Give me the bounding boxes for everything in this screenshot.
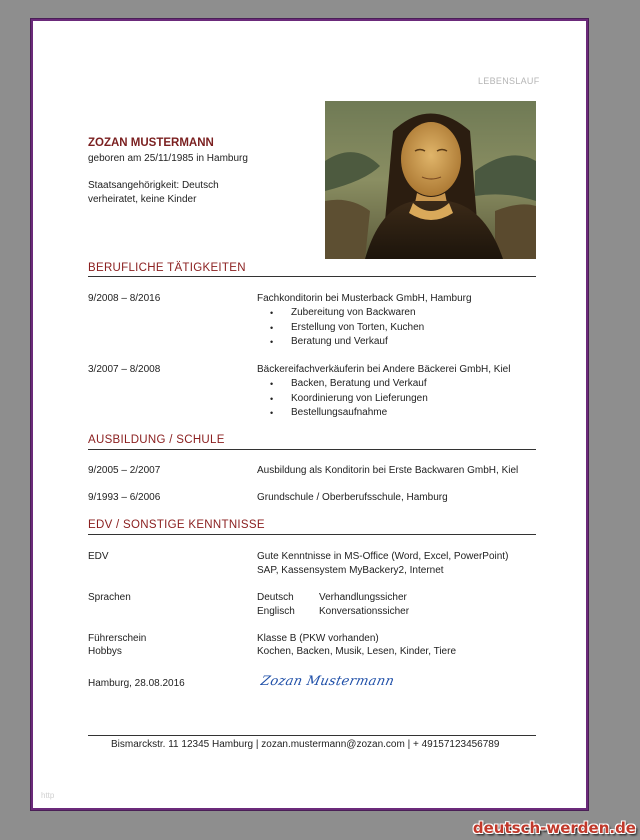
education-title: Ausbildung als Konditorin bei Erste Backwaren GmbH, Kiel	[257, 465, 519, 476]
work-task: • Koordinierung von Lieferungen	[257, 392, 510, 407]
work-tasks	[257, 377, 510, 421]
section-title-work: BERUFLICHE TÄTIGKEITEN	[88, 262, 246, 274]
section-divider	[88, 534, 536, 535]
hobbies-value: Kochen, Backen, Musik, Lesen, Kinder, Tiere	[257, 646, 456, 657]
section-title-education: AUSBILDUNG / SCHULE	[88, 434, 225, 446]
language-level: Verhandlungssicher	[319, 592, 407, 603]
work-title: Fachkonditorin bei Musterback GmbH, Hamburg	[257, 293, 472, 304]
education-period: 9/1993 – 6/2006	[88, 492, 161, 503]
work-tasks	[257, 306, 472, 350]
work-period: 9/2008 – 8/2016	[88, 293, 161, 304]
portrait-photo	[325, 101, 536, 259]
nationality-info: Staatsangehörigkeit: Deutsch	[88, 180, 219, 191]
work-period: 3/2007 – 8/2008	[88, 364, 161, 375]
skill-label-languages: Sprachen	[88, 592, 131, 603]
license-value: Klasse B (PKW vorhanden)	[257, 633, 379, 644]
skill-label-hobbies: Hobbys	[88, 646, 122, 657]
language-name: Englisch	[257, 606, 295, 617]
birth-info: geboren am 25/11/1985 in Hamburg	[88, 153, 248, 164]
work-entry	[257, 363, 510, 421]
contact-footer: Bismarckstr. 11 12345 Hamburg | zozan.mustermann@zozan.com | + 49157123456789	[111, 739, 500, 750]
work-task: • Bestellungsaufnahme	[257, 406, 510, 421]
skill-label-license: Führerschein	[88, 633, 147, 644]
watermark-logo: deutsch-werden.de	[472, 819, 636, 837]
skill-label-edv: EDV	[88, 551, 109, 562]
skill-edv-line: Gute Kenntnisse in MS-Office (Word, Excel, PowerPoint)	[257, 551, 509, 562]
work-task: • Beratung und Verkauf	[257, 335, 472, 350]
work-task: • Backen, Beratung und Verkauf	[257, 377, 510, 392]
education-title: Grundschule / Oberberufsschule, Hamburg	[257, 492, 448, 503]
footer-divider	[88, 735, 536, 736]
skill-edv-line: SAP, Kassensystem MyBackery2, Internet	[257, 565, 444, 576]
language-level: Konversationssicher	[319, 606, 410, 617]
place-date: Hamburg, 28.08.2016	[88, 678, 185, 689]
family-status: verheiratet, keine Kinder	[88, 194, 197, 205]
education-period: 9/2005 – 2/2007	[88, 465, 161, 476]
applicant-name: ZOZAN MUSTERMANN	[88, 137, 214, 149]
document-label: LEBENSLAUF	[478, 76, 540, 86]
section-title-skills: EDV / SONSTIGE KENNTNISSE	[88, 519, 265, 531]
section-divider	[88, 449, 536, 450]
work-title: Bäckereifachverkäuferin bei Andere Bäckerei GmbH, Kiel	[257, 364, 511, 375]
work-task: • Zubereitung von Backwaren	[257, 306, 472, 321]
page-corner-text: http	[41, 791, 55, 800]
section-divider	[88, 276, 536, 277]
work-task: • Erstellung von Torten, Kuchen	[257, 321, 472, 336]
work-entry	[257, 292, 472, 350]
language-name: Deutsch	[257, 592, 294, 603]
signature: Zozan Mustermann	[259, 674, 396, 689]
cv-page	[31, 19, 588, 810]
